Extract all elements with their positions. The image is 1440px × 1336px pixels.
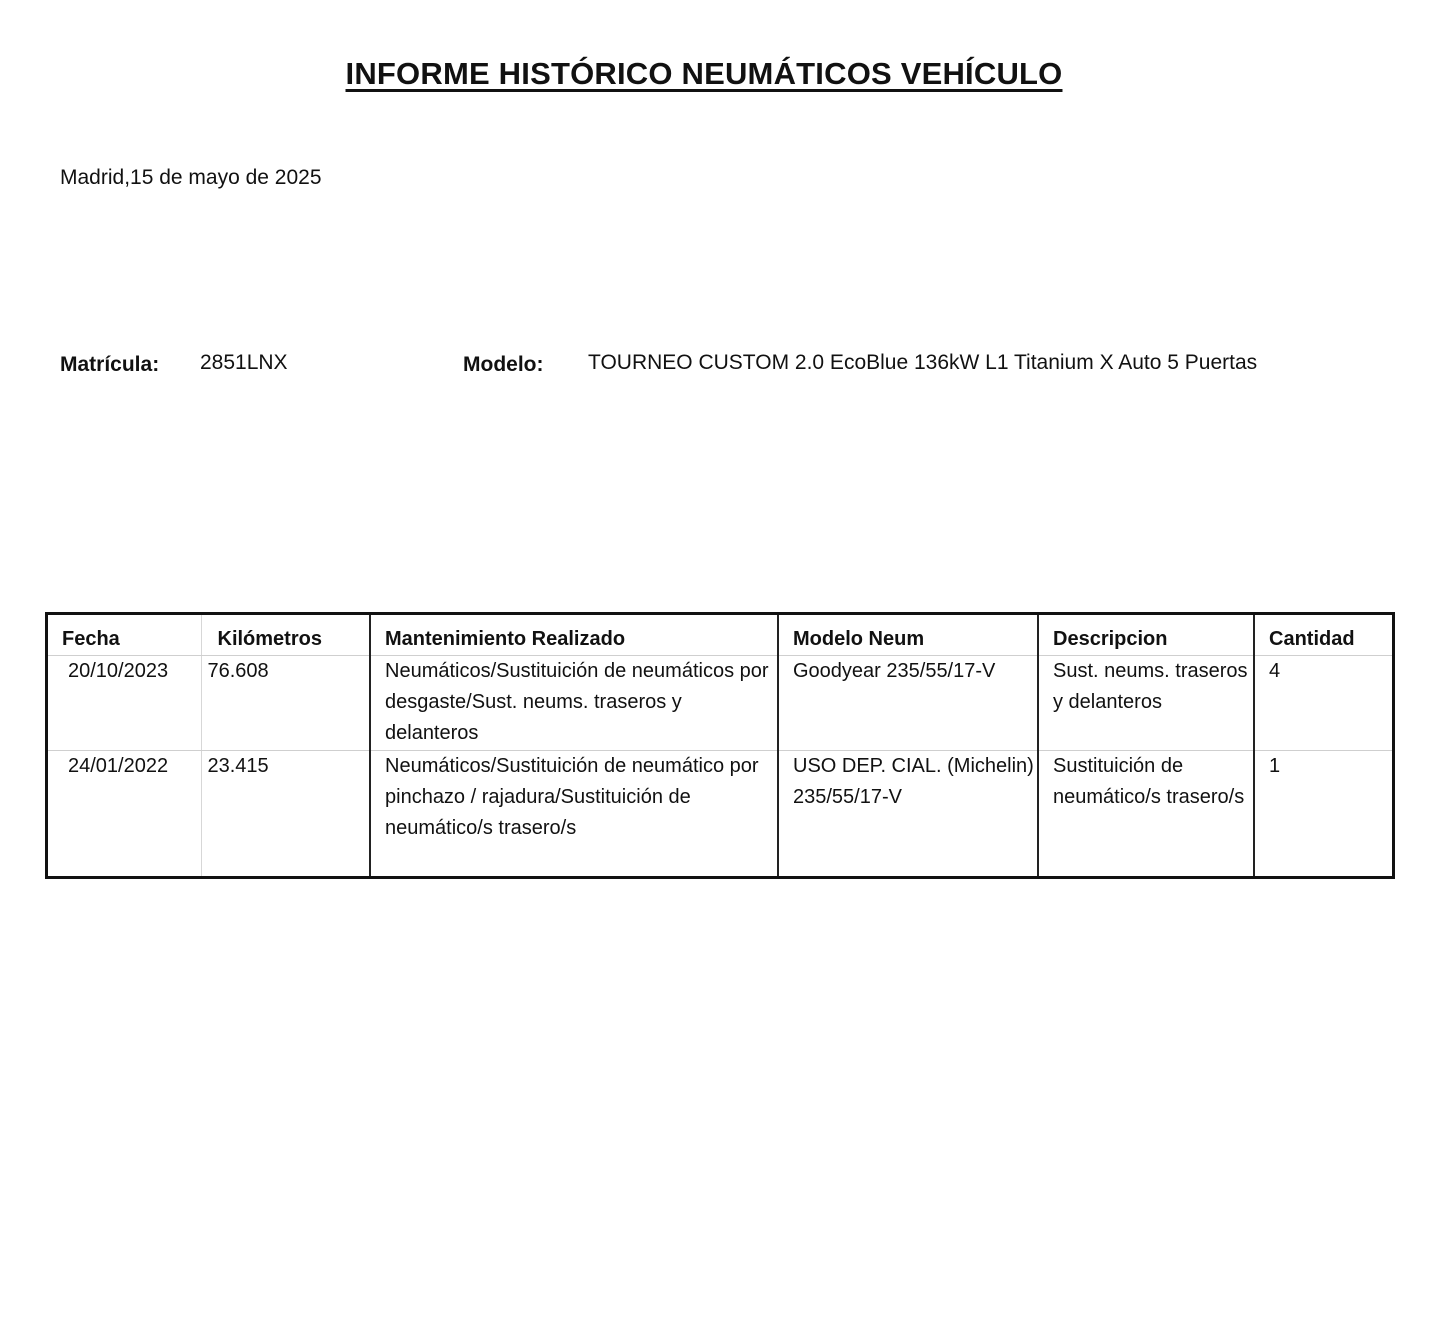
cell-descripcion: Sustituición de neumático/s trasero/s (1038, 751, 1254, 877)
cell-modelo-neum: USO DEP. CIAL. (Michelin) 235/55/17-V (778, 751, 1038, 877)
header-modelo-neum: Modelo Neum (778, 615, 1038, 656)
cell-kilometros: 76.608 (201, 656, 370, 751)
cell-fecha: 24/01/2022 (68, 755, 169, 777)
cell-cantidad: 1 (1254, 751, 1392, 877)
table-row (48, 751, 1392, 877)
tire-history-table (45, 612, 1395, 879)
modelo-label: Modelo: (463, 353, 544, 376)
table-header-row (48, 615, 1392, 656)
header-mantenimiento: Mantenimiento Realizado (370, 615, 778, 656)
header-fecha: Fecha (48, 615, 201, 656)
header-kilometros: Kilómetros (201, 615, 370, 656)
cell-descripcion: Sust. neums. traseros y delanteros (1038, 656, 1254, 751)
matricula-value: 2851LNX (200, 351, 288, 374)
cell-mantenimiento: Neumáticos/Sustituición de neumáticos por desgaste/Sust. neums. traseros y delanteros (370, 656, 778, 751)
matricula-label: Matrícula: (60, 353, 160, 376)
cell-mantenimiento: Neumáticos/Sustituición de neumático por pinchazo / rajadura/Sustituición de neumático/s trasero/s (370, 751, 778, 877)
modelo-value: TOURNEO CUSTOM 2.0 EcoBlue 136kW L1 Titanium X Auto 5 Puertas (588, 351, 1258, 374)
report-title: INFORME HISTÓRICO NEUMÁTICOS VEHÍCULO (345, 56, 1063, 91)
header-cantidad: Cantidad (1254, 615, 1392, 656)
table-row (48, 656, 1392, 751)
cell-fecha: 20/10/2023 (48, 656, 201, 751)
place-date: Madrid,15 de mayo de 2025 (60, 166, 322, 189)
cell-cantidad: 4 (1254, 656, 1392, 751)
cell-kilometros: 23.415 (201, 751, 370, 877)
cell-modelo-neum: Goodyear 235/55/17-V (778, 656, 1038, 751)
header-descripcion: Descripcion (1038, 615, 1254, 656)
